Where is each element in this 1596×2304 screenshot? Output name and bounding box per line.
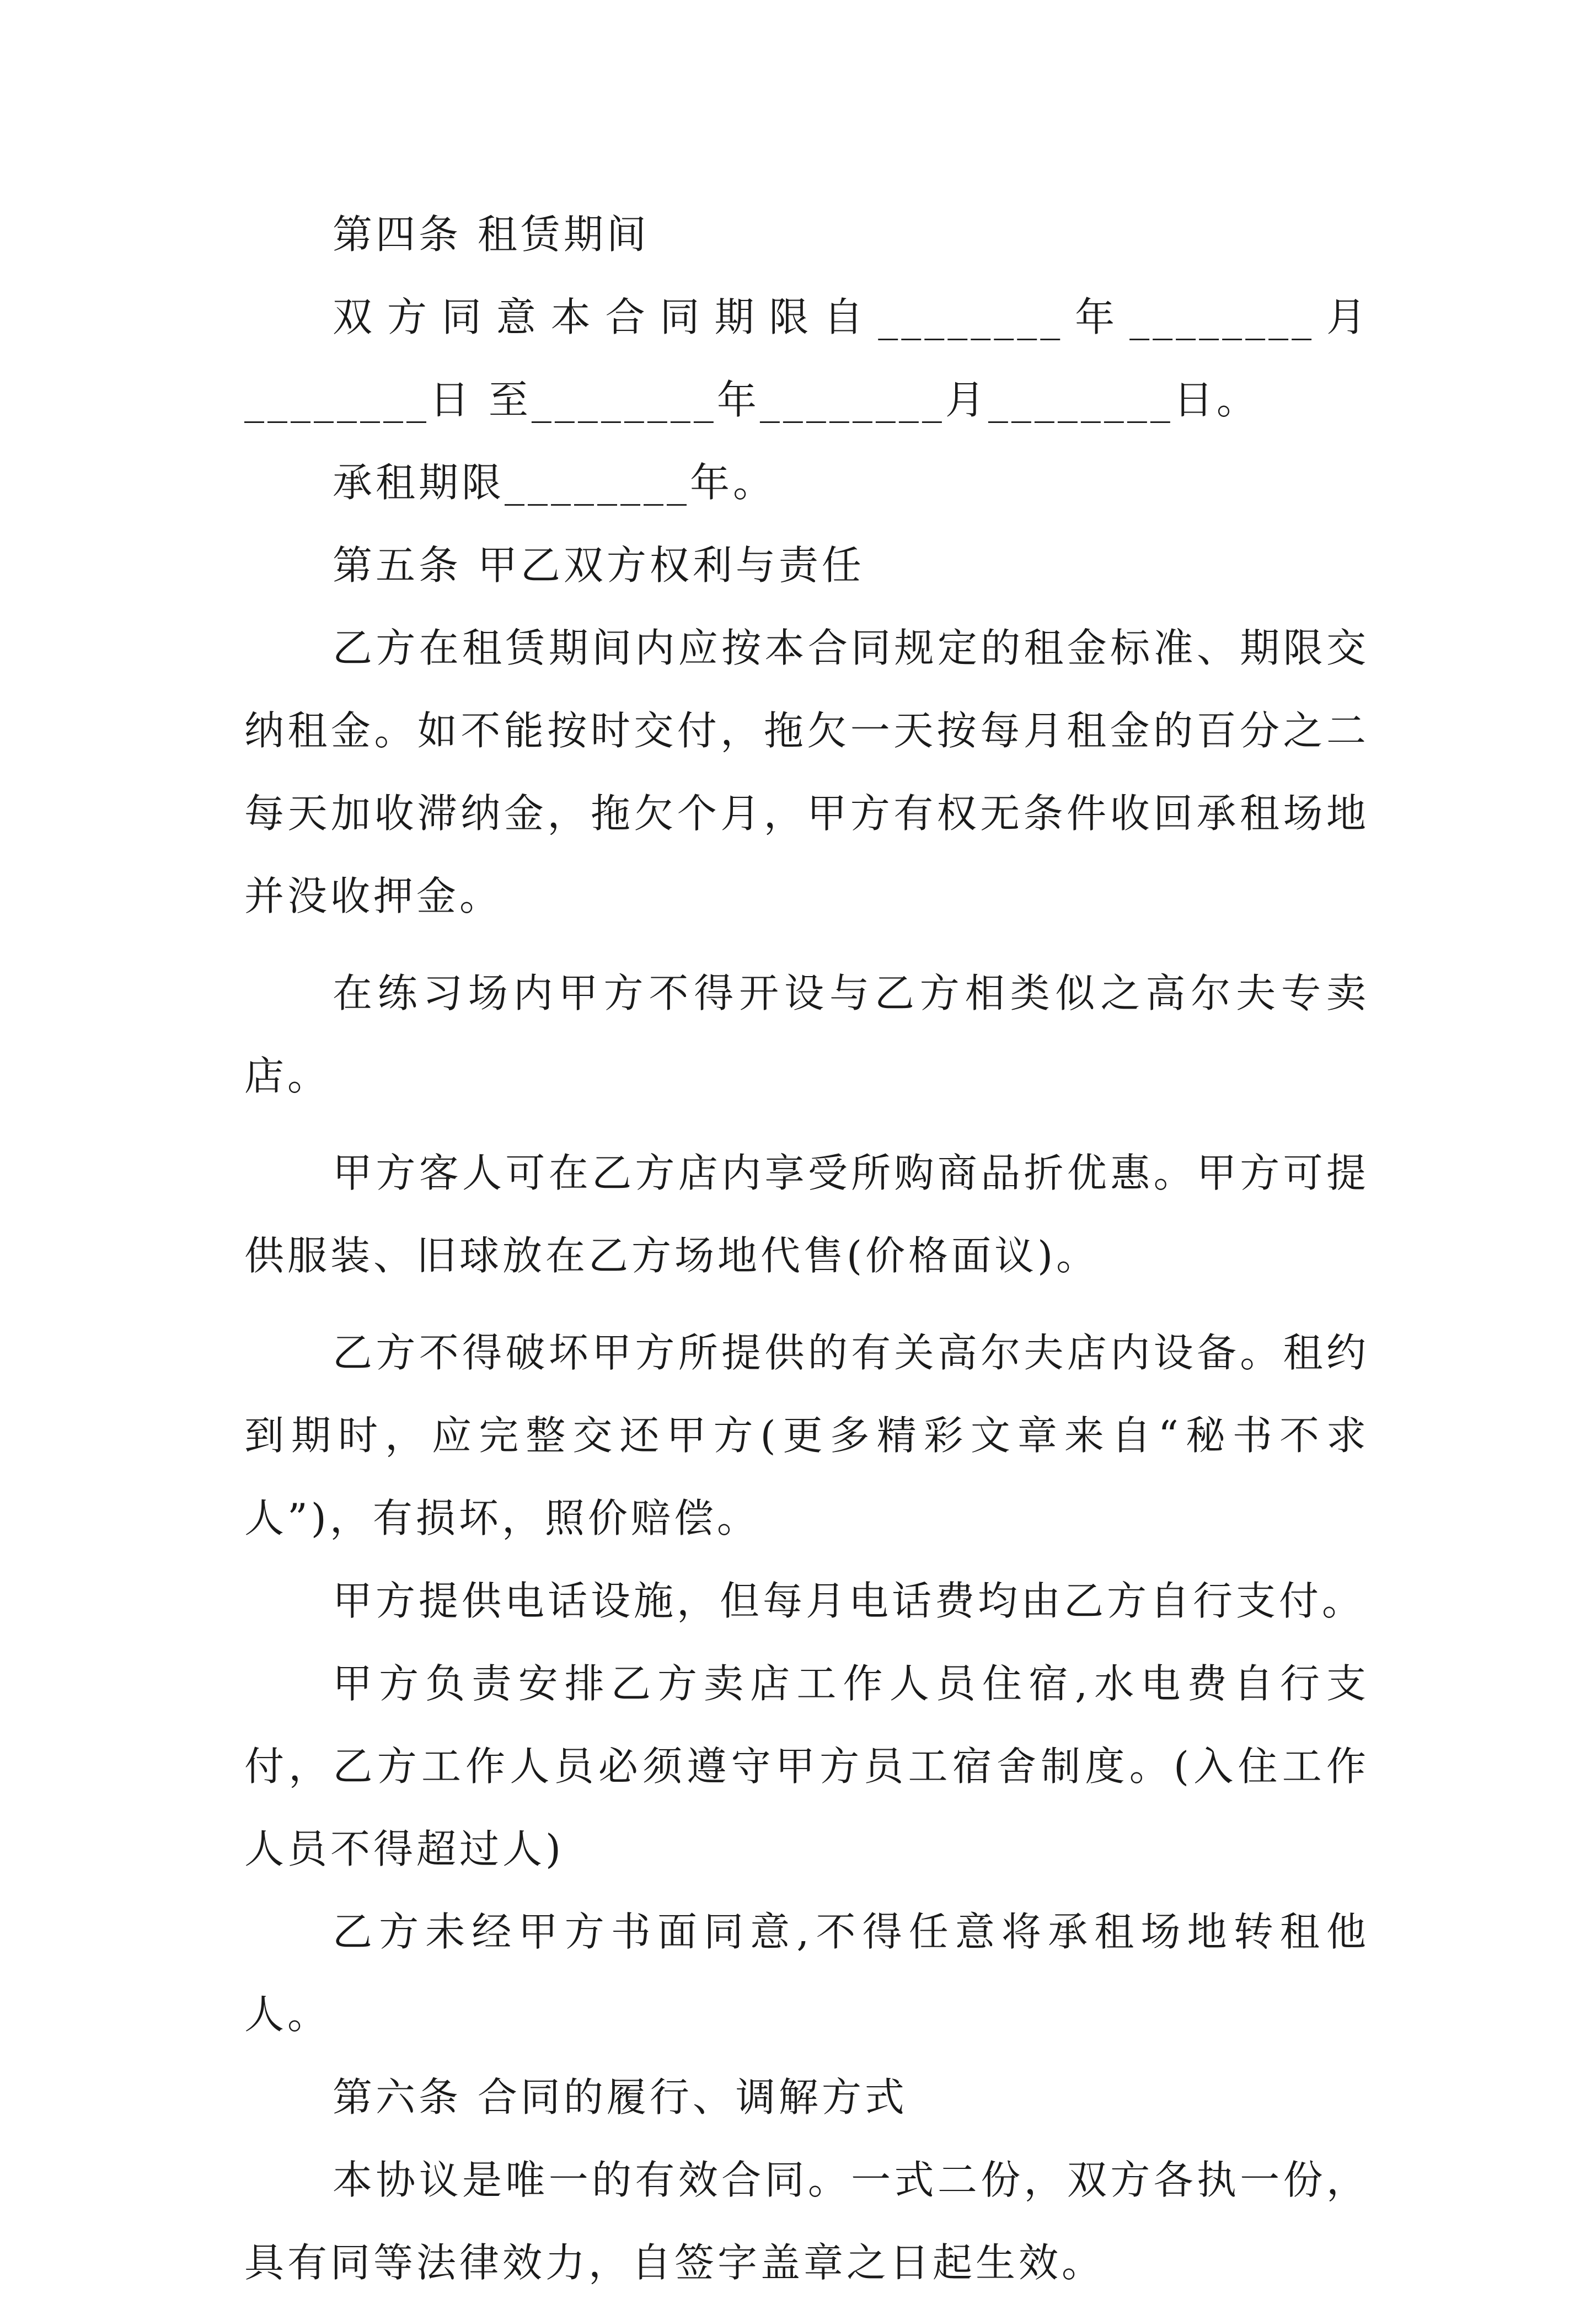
customer-discount-clause: 甲方客人可在乙方店内享受所购商品折优惠。甲方可提供服装、旧球放在乙方场地代售(价格面议)。: [244, 1150, 1369, 1279]
lease-term-dates: 双方同意本合同期限自________年________月________日 至________年________月________日。: [244, 294, 1369, 423]
lease-duration: 承租期限________年。: [333, 459, 776, 506]
sublease-clause: 乙方未经甲方书面同意,不得任意将承租场地转租他人。: [244, 1909, 1369, 2038]
article-4-heading: 第四条 租赁期间: [333, 211, 650, 258]
effectiveness-clause: 本协议是唯一的有效合同。一式二份，双方各执一份，具有同等法律效力，自签字盖章之日起生效。: [244, 2157, 1369, 2286]
document-body: [244, 193, 1369, 2304]
equipment-clause: 乙方不得破坏甲方所提供的有关高尔夫店内设备。租约到期时，应完整交还甲方(更多精彩文章来自“秘书不求人”)，有损坏，照价赔偿。: [244, 1330, 1369, 1541]
article-6-heading: 第六条 合同的履行、调解方式: [333, 2074, 908, 2120]
telephone-clause: 甲方提供电话设施，但每月电话费均由乙方自行支付。: [333, 1578, 1365, 1624]
staff-accommodation-clause: 甲方负责安排乙方卖店工作人员住宿,水电费自行支付，乙方工作人员必须遵守甲方员工宿舍制度。(入住工作人员不得超过人): [244, 1660, 1369, 1872]
rent-payment-clause: 乙方在租赁期间内应按本合同规定的租金标准、期限交纳租金。如不能按时交付，拖欠一天按每月租金的百分之二每天加收滞纳金，拖欠个月，甲方有权无条件收回承租场地并没收押金。: [244, 625, 1369, 919]
article-5-heading: 第五条 甲乙双方权利与责任: [333, 542, 865, 588]
no-competing-shop-clause: 在练习场内甲方不得开设与乙方相类似之高尔夫专卖店。: [244, 970, 1369, 1099]
